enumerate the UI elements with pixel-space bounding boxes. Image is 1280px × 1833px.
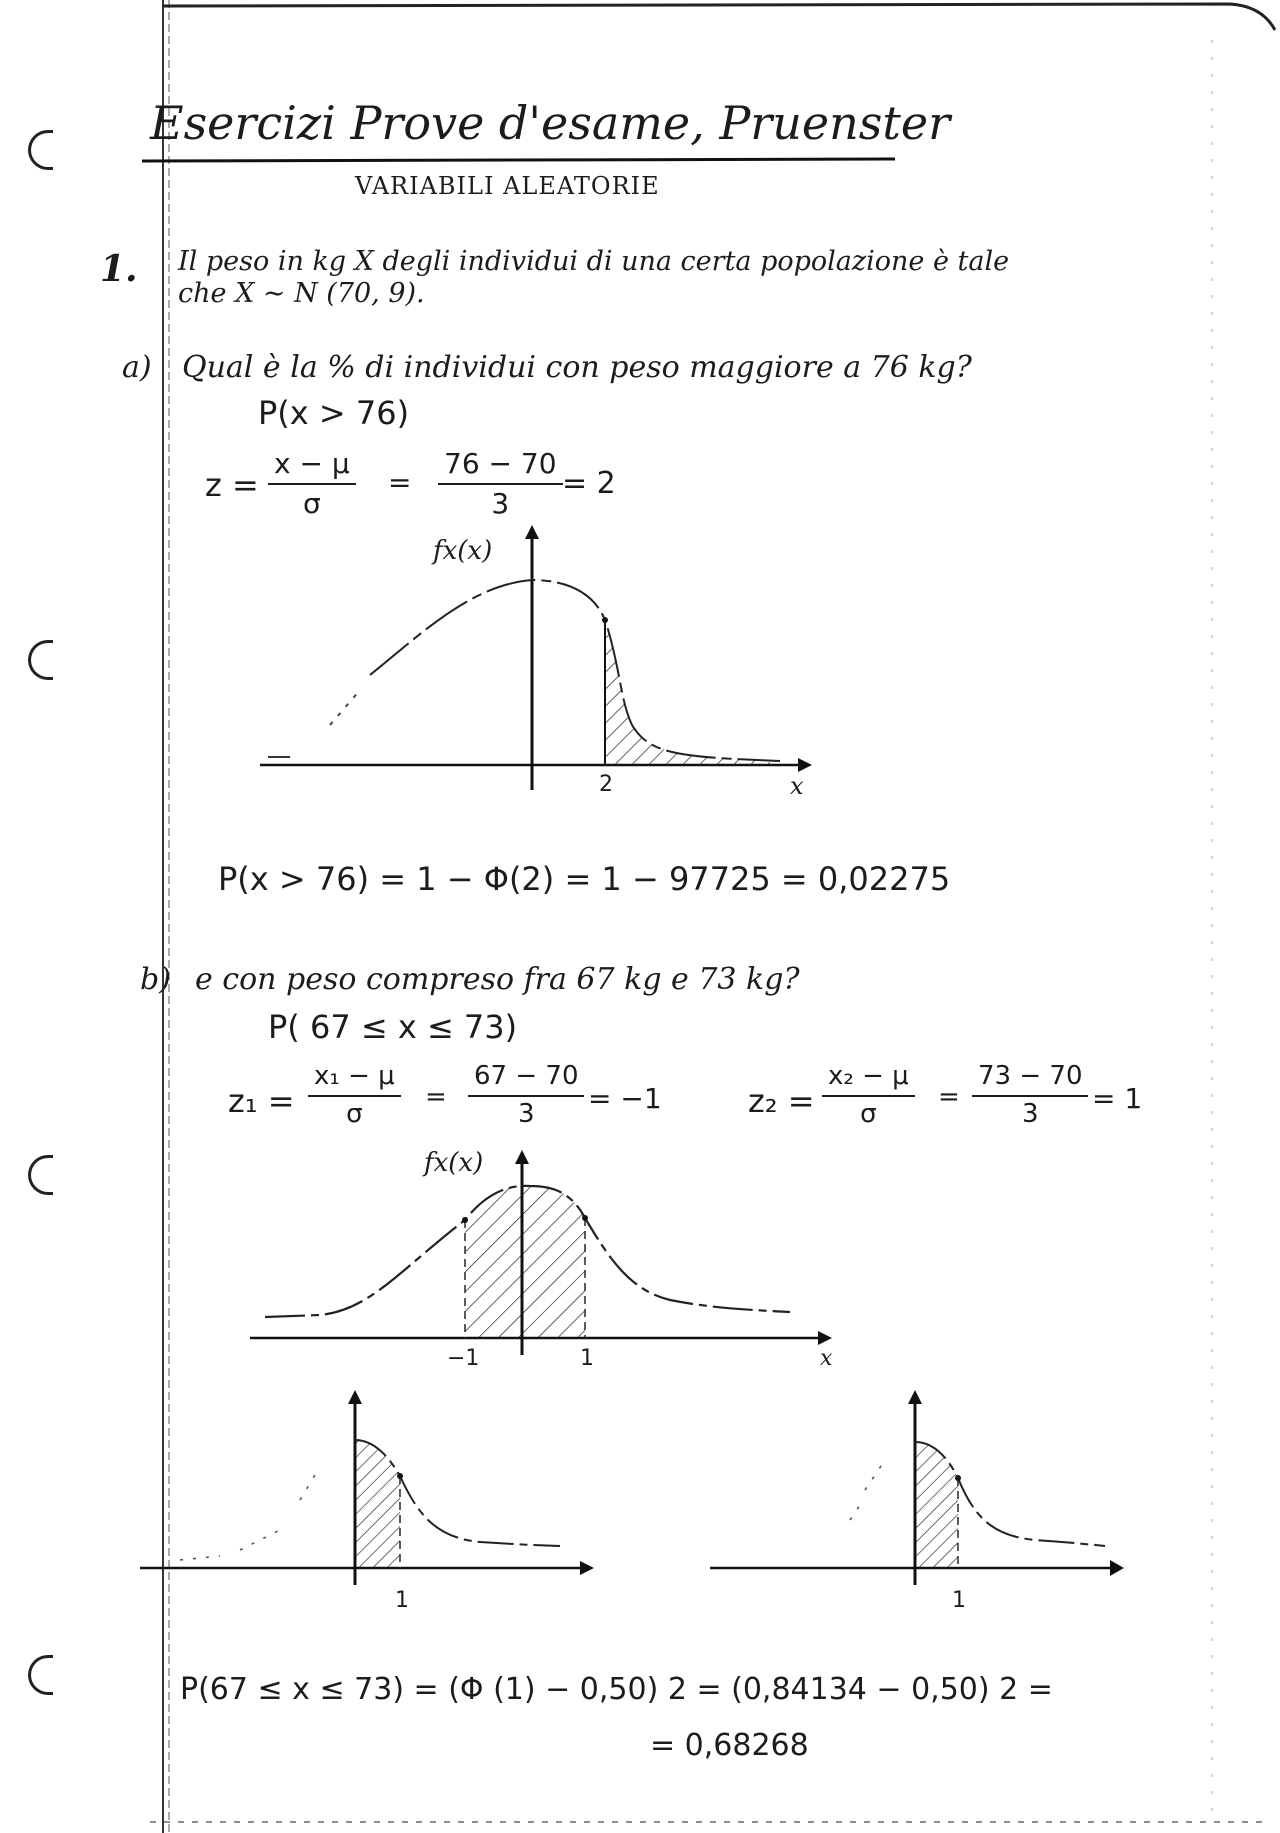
half-curve-right	[700, 1390, 1160, 1600]
part-a-result: P(x > 76) = 1 − Φ(2) = 1 − 97725 = 0,02275	[218, 860, 951, 898]
z-sub-denominator: 3	[491, 487, 510, 521]
part-b-result-line-1: P(67 ≤ x ≤ 73) = (Φ (1) − 0,50) 2 = (0,84134 − 0,50) 2 =	[180, 1672, 1053, 1707]
graph-b-tick-neg: −1	[447, 1346, 480, 1371]
z-equals: =	[388, 466, 412, 499]
z-formula	[268, 448, 356, 520]
graph-a-tick: 2	[599, 772, 613, 797]
part-a-question: Qual è la % di individui con peso maggiore a 76 kg?	[182, 350, 972, 385]
part-b-result-line-2: = 0,68268	[650, 1728, 809, 1763]
z2-result: = 1	[1092, 1082, 1143, 1115]
graph-b-tick-pos: 1	[580, 1346, 594, 1371]
z1-denominator: σ	[346, 1098, 363, 1129]
z1-formula	[308, 1062, 401, 1130]
small-graph-right-tick: 1	[952, 1588, 966, 1613]
z1-numerator: x₁ − μ	[314, 1061, 395, 1091]
z1-equals: =	[425, 1082, 447, 1112]
z-denominator: σ	[302, 487, 321, 521]
half-curve-left	[140, 1390, 600, 1600]
z2-substituted	[972, 1062, 1088, 1130]
normal-curve-central-area	[250, 1150, 850, 1370]
exercise-number: 1.	[100, 248, 138, 290]
graph-b-xlabel: x	[820, 1346, 833, 1371]
z1-sub-numerator: 67 − 70	[474, 1061, 579, 1091]
part-a-prob: P(x > 76)	[258, 394, 410, 432]
z2-equals: =	[938, 1082, 960, 1112]
z1-lhs: z₁ =	[228, 1082, 295, 1120]
z2-sub-numerator: 73 − 70	[978, 1061, 1083, 1091]
section-subtitle: VARIABILI ALEATORIE	[355, 172, 660, 200]
z-result: = 2	[562, 466, 616, 501]
z-sub-numerator: 76 − 70	[444, 447, 557, 480]
z-substituted	[438, 448, 563, 520]
z1-substituted	[468, 1062, 584, 1130]
part-b-question: e con peso compreso fra 67 kg e 73 kg?	[195, 962, 800, 997]
normal-curve-right-tail	[260, 525, 820, 805]
small-graph-left-tick: 1	[395, 1588, 409, 1613]
z2-denominator: σ	[860, 1098, 877, 1129]
graph-a-xlabel: x	[790, 772, 804, 800]
statement-line-1: Il peso in kg X degli individui di una certa popolazione è tale	[178, 246, 1010, 277]
graph-a-ylabel: fx(x)	[433, 536, 493, 566]
title-underline	[140, 156, 900, 166]
statement-line-2: che X ∼ N (70, 9).	[178, 278, 425, 309]
z2-numerator: x₂ − μ	[828, 1061, 909, 1091]
part-b-prob: P( 67 ≤ x ≤ 73)	[268, 1008, 518, 1046]
z1-sub-denominator: 3	[517, 1098, 535, 1129]
z2-sub-denominator: 3	[1021, 1098, 1039, 1129]
part-a-label: a)	[122, 350, 152, 385]
part-b-label: b)	[140, 962, 171, 997]
z-numerator: x − μ	[274, 447, 350, 480]
z-lhs: z =	[205, 466, 259, 504]
z1-result: = −1	[588, 1082, 662, 1115]
page-title: Esercizi Prove d'esame, Pruenster	[150, 96, 951, 150]
z2-formula	[822, 1062, 915, 1130]
graph-b-ylabel: fx(x)	[424, 1148, 484, 1178]
z2-lhs: z₂ =	[748, 1082, 815, 1120]
